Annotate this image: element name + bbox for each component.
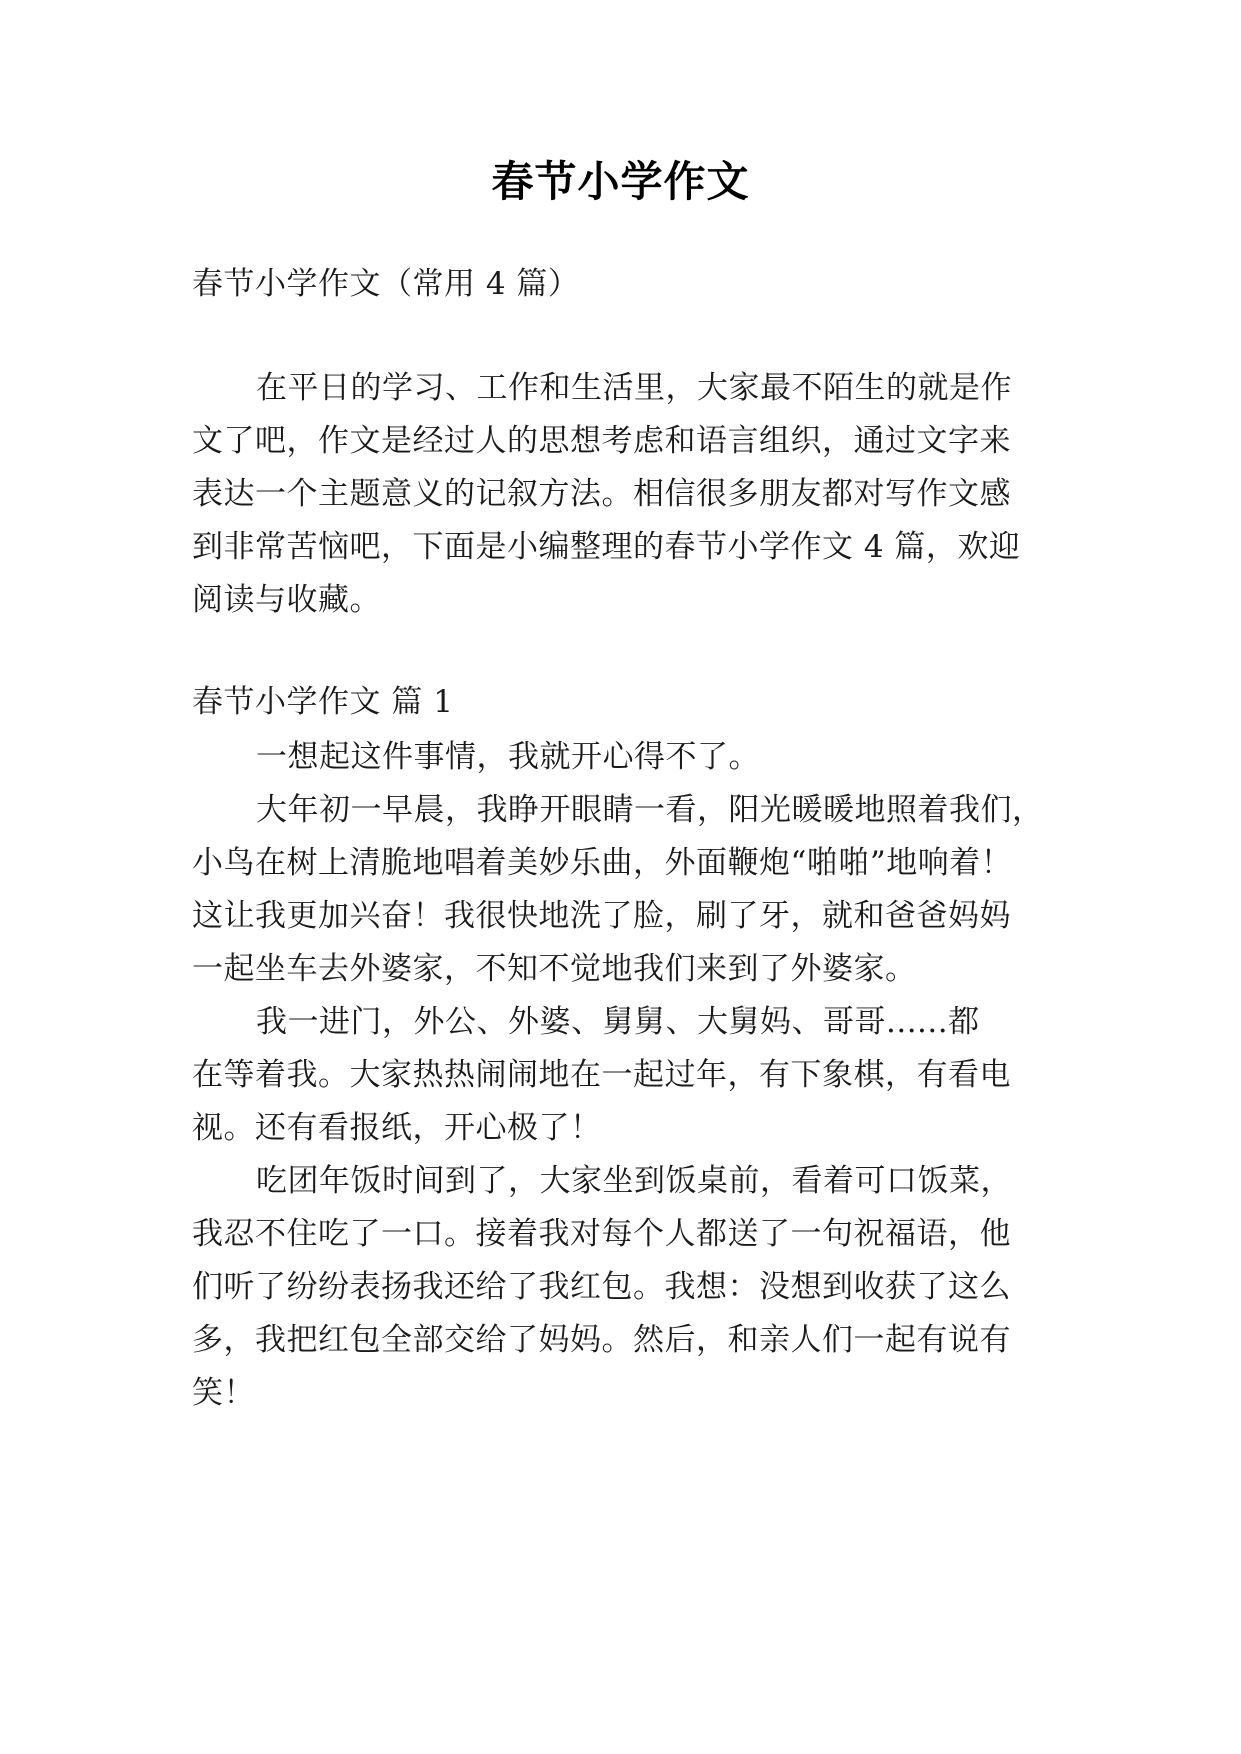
- section-heading: 春节小学作文 篇 1: [192, 684, 454, 720]
- body-line: 我忍不住吃了一口。接着我对每个人都送了一句祝福语，他: [192, 1216, 1011, 1252]
- document-subtitle: 春节小学作文（常用 4 篇）: [192, 266, 580, 302]
- body-line: 们听了纷纷表扬我还给了我红包。我想：没想到收获了这么: [192, 1269, 1011, 1305]
- intro-line: 到非常苦恼吧，下面是小编整理的春节小学作文 4 篇，欢迎: [192, 529, 1021, 565]
- body-line: 这让我更加兴奋！我很快地洗了脸，刷了牙，就和爸爸妈妈: [192, 898, 1011, 934]
- body-line: 大年初一早晨，我睁开眼睛一看，阳光暖暖地照着我们，: [256, 792, 1044, 828]
- body-line: 在等着我。大家热热闹闹地在一起过年，有下象棋，有看电: [192, 1057, 1011, 1093]
- intro-line: 阅读与收藏。: [192, 582, 381, 618]
- document-title: 春节小学作文: [491, 157, 750, 206]
- body-line: 多，我把红包全部交给了妈妈。然后，和亲人们一起有说有: [192, 1322, 1011, 1358]
- body-line: 一起坐车去外婆家，不知不觉地我们来到了外婆家。: [192, 951, 917, 987]
- body-line: 我一进门，外公、外婆、舅舅、大舅妈、哥哥......都: [256, 1004, 980, 1040]
- intro-line: 在平日的学习、工作和生活里，大家最不陌生的就是作: [256, 370, 1012, 406]
- body-line: 笑！: [192, 1375, 255, 1411]
- intro-line: 表达一个主题意义的记叙方法。相信很多朋友都对写作文感: [192, 476, 1011, 512]
- body-line: 小鸟在树上清脆地唱着美妙乐曲，外面鞭炮“啪啪”地响着！: [192, 845, 1013, 881]
- body-line: 视。还有看报纸，开心极了！: [192, 1110, 602, 1146]
- intro-line: 文了吧，作文是经过人的思想考虑和语言组织，通过文字来: [192, 423, 1011, 459]
- body-line: 吃团年饭时间到了，大家坐到饭桌前，看着可口饭菜，: [256, 1163, 1012, 1199]
- body-line: 一想起这件事情，我就开心得不了。: [256, 739, 760, 775]
